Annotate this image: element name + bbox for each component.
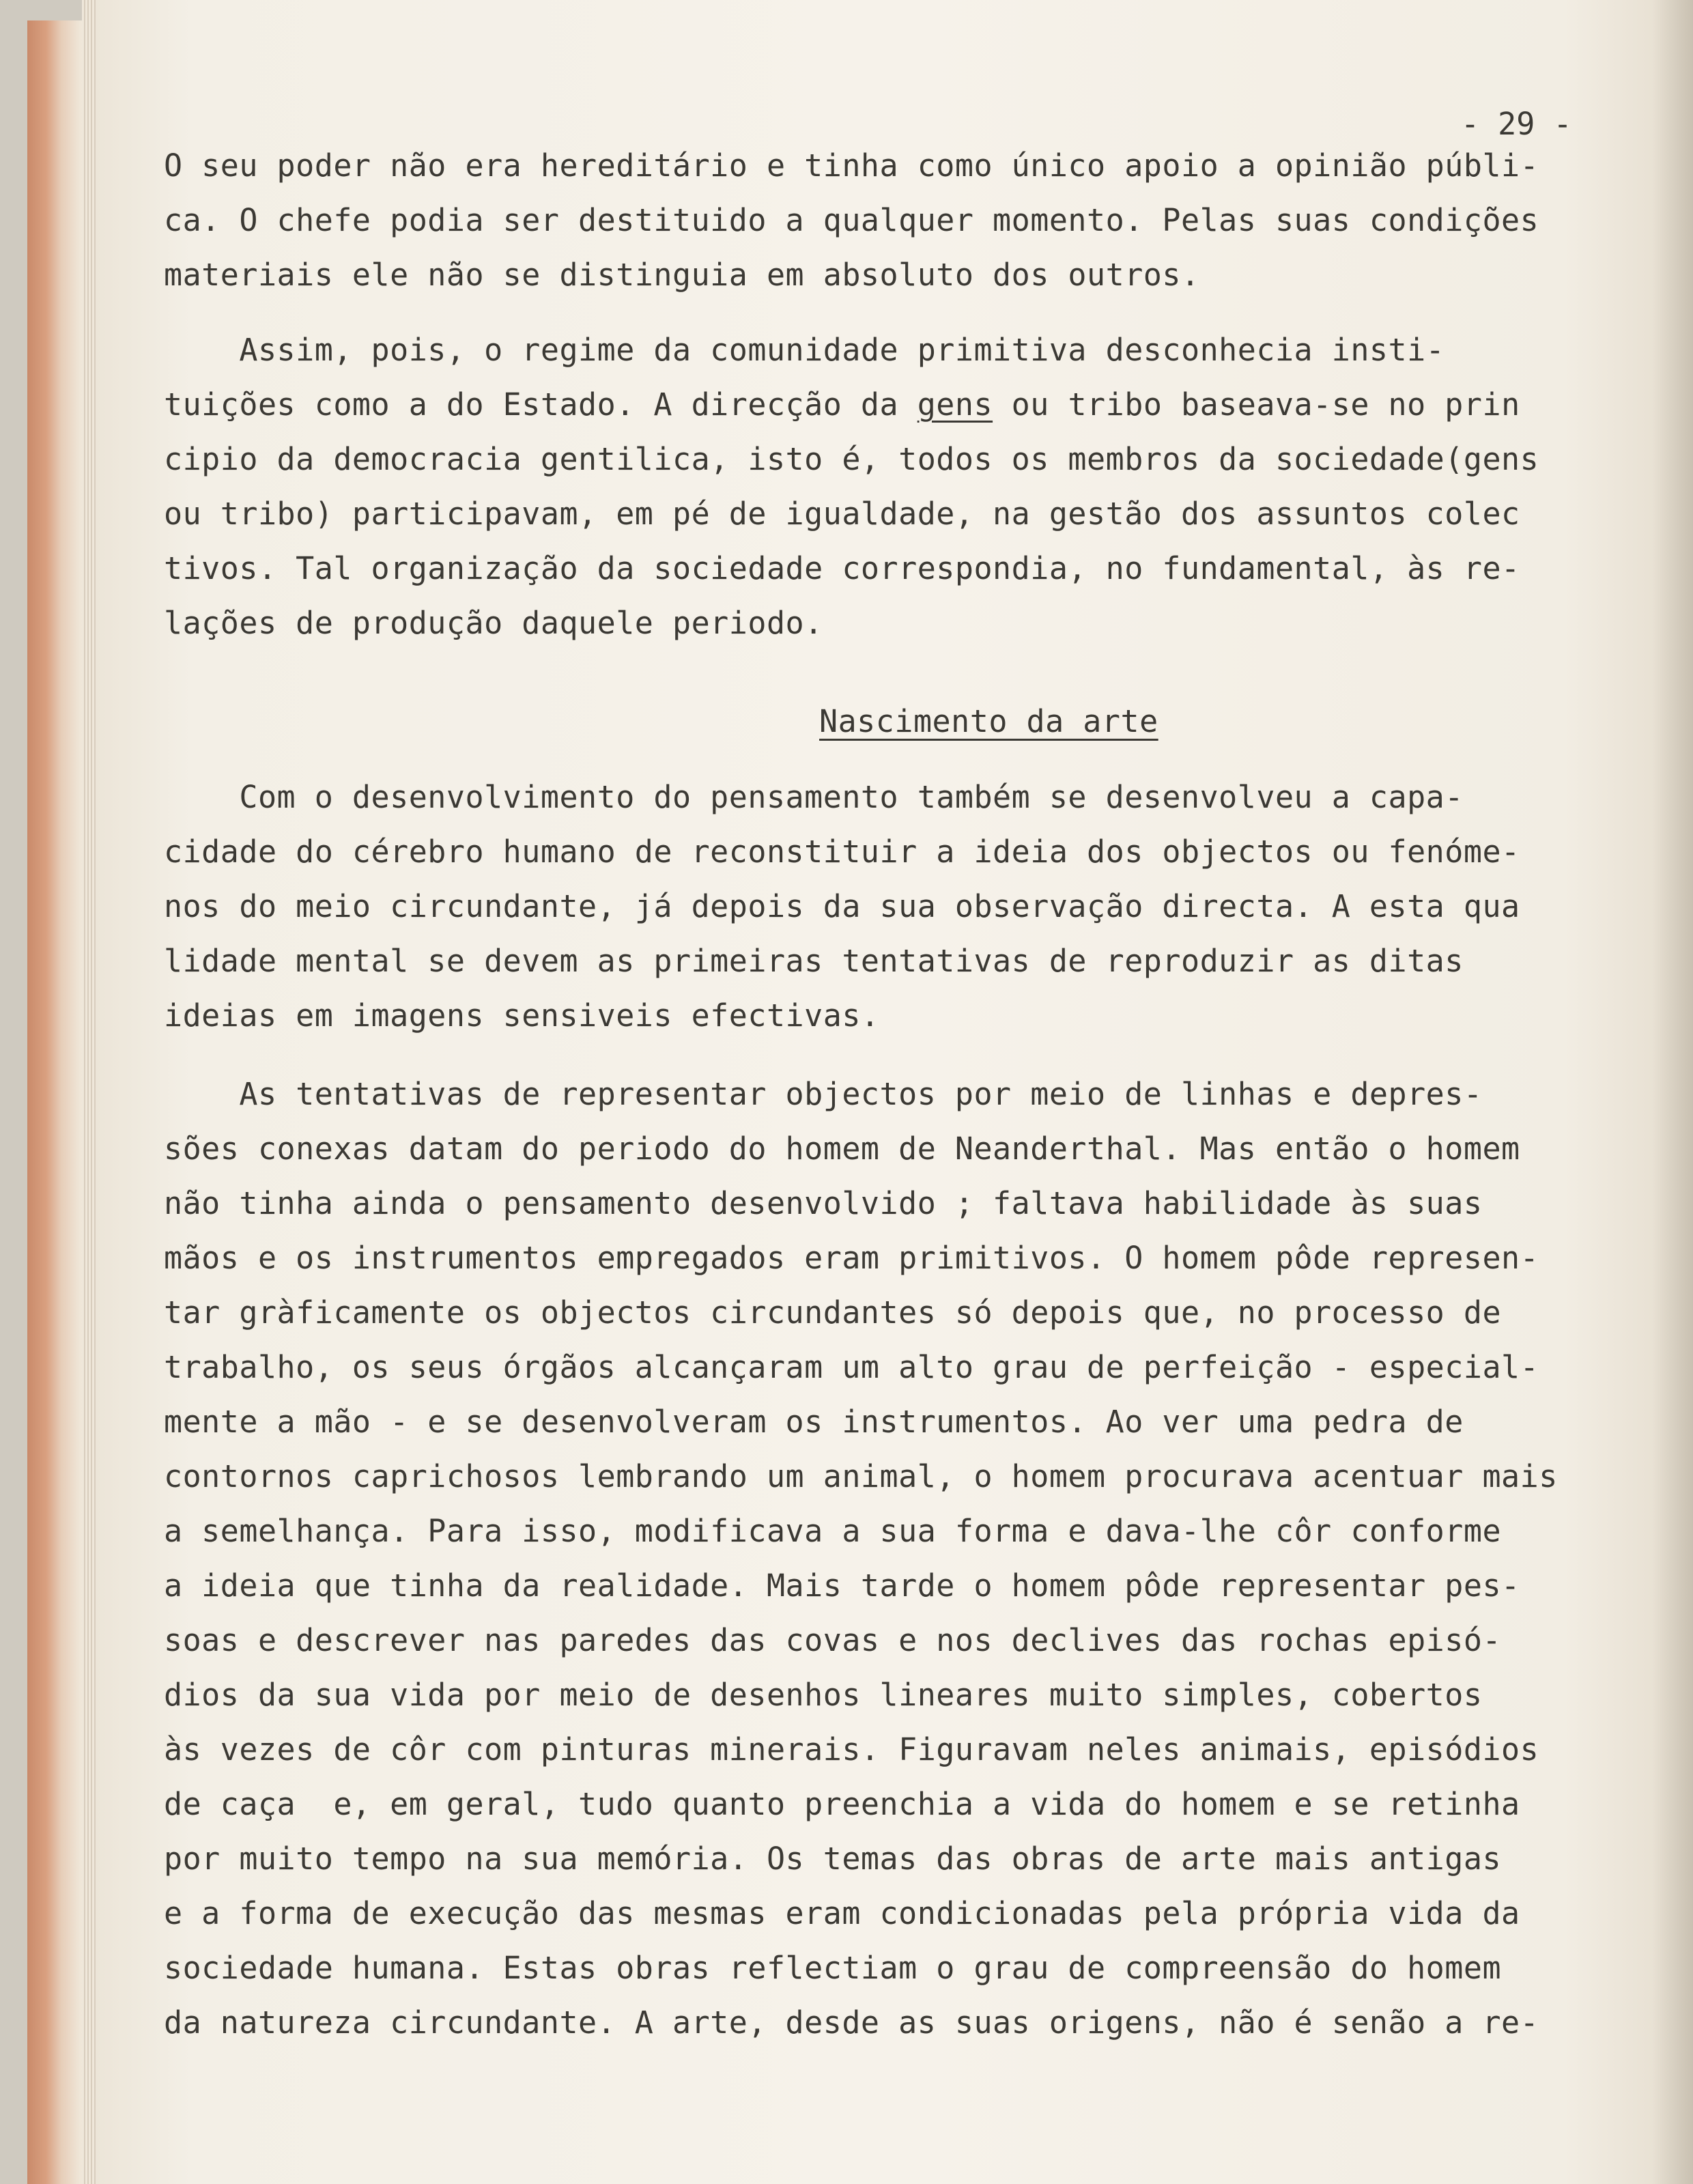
text-line: a semelhança. Para isso, modificava a sua forma e dava-lhe côr conforme bbox=[164, 1513, 1502, 1549]
text-line bbox=[164, 386, 1520, 423]
emphasized-word: gens bbox=[917, 386, 993, 423]
text-line: As tentativas de representar objectos por meio de linhas e depres- bbox=[164, 1076, 1483, 1112]
text-line: por muito tempo na sua memória. Os temas das obras de arte mais antigas bbox=[164, 1841, 1502, 1877]
text-line: nos do meio circundante, já depois da sua observação directa. A esta qua bbox=[164, 888, 1520, 924]
text-line: tar gràficamente os objectos circundantes só depois que, no processo de bbox=[164, 1294, 1502, 1331]
text-line: Assim, pois, o regime da comunidade primitiva desconhecia insti- bbox=[164, 332, 1445, 368]
text-line: a ideia que tinha da realidade. Mais tarde o homem pôde representar pes- bbox=[164, 1568, 1520, 1604]
text-line: cipio da democracia gentilica, isto é, todos os membros da sociedade(gens bbox=[164, 441, 1539, 477]
text-line: ou tribo) participavam, em pé de igualdade, na gestão dos assuntos colec bbox=[164, 496, 1520, 532]
text-line: dios da sua vida por meio de desenhos lineares muito simples, cobertos bbox=[164, 1677, 1483, 1713]
text-line: da natureza circundante. A arte, desde as suas origens, não é senão a re- bbox=[164, 2004, 1539, 2041]
text-line: não tinha ainda o pensamento desenvolvido ; faltava habilidade às suas bbox=[164, 1185, 1483, 1221]
text-line: trabalho, os seus órgãos alcançaram um alto grau de perfeição - especial- bbox=[164, 1349, 1539, 1385]
text-line: O seu poder não era hereditário e tinha como único apoio a opinião públi- bbox=[164, 147, 1539, 184]
text-line: mente a mão - e se desenvolveram os instrumentos. Ao ver uma pedra de bbox=[164, 1404, 1464, 1440]
text-line: cidade do cérebro humano de reconstituir a ideia dos objectos ou fenóme- bbox=[164, 834, 1520, 870]
text-line: sões conexas datam do periodo do homem de Neanderthal. Mas então o homem bbox=[164, 1131, 1520, 1167]
page-number: - 29 - bbox=[1461, 106, 1572, 142]
text-line: sociedade humana. Estas obras reflectiam o grau de compreensão do homem bbox=[164, 1950, 1502, 1986]
text-line: às vezes de côr com pinturas minerais. Figuravam neles animais, episódios bbox=[164, 1731, 1539, 1768]
text-line: ca. O chefe podia ser destituido a qualquer momento. Pelas suas condições bbox=[164, 202, 1539, 238]
page-shadow bbox=[1652, 0, 1693, 2184]
text-line: de caça e, em geral, tudo quanto preenchia a vida do homem e se retinha bbox=[164, 1786, 1520, 1822]
text-line: Com o desenvolvimento do pensamento também se desenvolveu a capa- bbox=[164, 779, 1464, 815]
text-segment: tuições como a do Estado. A direcção da bbox=[164, 386, 917, 423]
text-line: mãos e os instrumentos empregados eram primitivos. O homem pôde represen- bbox=[164, 1240, 1539, 1276]
text-line: e a forma de execução das mesmas eram condicionadas pela própria vida da bbox=[164, 1895, 1520, 1931]
text-line: lações de produção daquele periodo. bbox=[164, 605, 823, 641]
section-heading: Nascimento da arte bbox=[819, 703, 1158, 739]
text-line: ideias em imagens sensiveis efectivas. bbox=[164, 997, 880, 1034]
text-line: lidade mental se devem as primeiras tentativas de reproduzir as ditas bbox=[164, 943, 1464, 979]
text-line: materiais ele não se distinguia em absoluto dos outros. bbox=[164, 257, 1200, 293]
text-segment: ou tribo baseava-se no prin bbox=[993, 386, 1520, 423]
text-line: soas e descrever nas paredes das covas e nos declives das rochas episó- bbox=[164, 1622, 1502, 1658]
text-line: contornos caprichosos lembrando um animal, o homem procurava acentuar mais bbox=[164, 1458, 1558, 1494]
text-line: tivos. Tal organização da sociedade correspondia, no fundamental, às re- bbox=[164, 550, 1520, 586]
